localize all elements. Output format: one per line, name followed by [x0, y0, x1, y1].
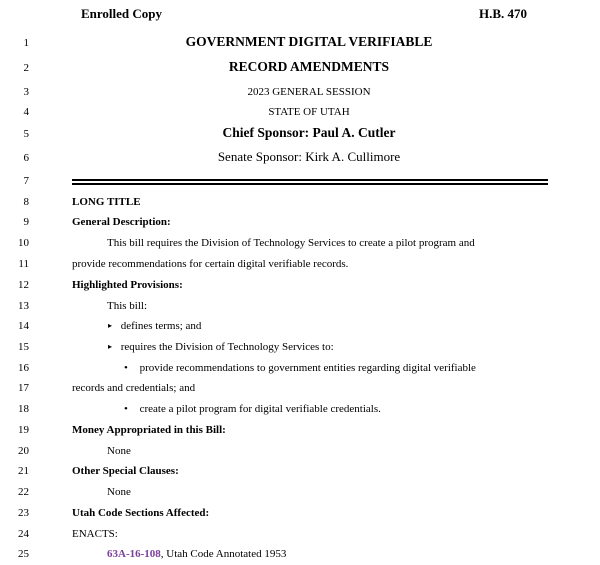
line-number: 15 — [18, 341, 29, 353]
sub-provision-text: provide recommendations to government entities regarding digital verifiable — [139, 362, 476, 374]
sub-provision-text: create a pilot program for digital verifiable credentials. — [139, 403, 381, 415]
special-clauses-heading: Other Special Clauses: — [72, 465, 179, 477]
line-number: 16 — [18, 362, 29, 374]
provision-text: defines terms; and — [120, 320, 202, 332]
line-number: 4 — [23, 106, 29, 118]
session-label: 2023 GENERAL SESSION — [247, 86, 371, 98]
divider-rule-top — [72, 179, 548, 181]
senate-sponsor: Senate Sponsor: Kirk A. Cullimore — [217, 149, 401, 164]
line-number: 13 — [18, 300, 29, 312]
line-number: 10 — [18, 237, 29, 249]
code-section-link[interactable]: 63A-16-108 — [107, 548, 161, 560]
general-description-heading: General Description: — [72, 216, 171, 228]
triangle-bullet-icon: ▸ — [108, 342, 113, 351]
sub-provision-item — [124, 402, 381, 416]
special-clauses-value: None — [107, 486, 131, 498]
line-number: 3 — [23, 86, 29, 98]
divider-rule-bottom — [72, 183, 548, 185]
sub-provision-item — [124, 361, 476, 375]
state-label: STATE OF UTAH — [268, 106, 350, 118]
code-section-description: , Utah Code Annotated 1953 — [160, 548, 287, 560]
line-number: 8 — [23, 196, 29, 208]
provision-text: requires the Division of Technology Services to: — [120, 341, 334, 353]
bill-number: H.B. 470 — [478, 6, 527, 21]
line-number: 20 — [18, 445, 29, 457]
code-section-entry — [107, 547, 286, 561]
dot-bullet-icon: • — [124, 403, 128, 415]
provision-item — [108, 319, 201, 334]
bill-title-line2: RECORD AMENDMENTS — [228, 59, 390, 74]
this-bill-label: This bill: — [107, 300, 148, 312]
line-number: 21 — [18, 465, 29, 477]
enacts-label: ENACTS: — [72, 528, 118, 540]
line-number: 19 — [18, 424, 29, 436]
money-appropriated-value: None — [107, 445, 131, 457]
code-sections-heading: Utah Code Sections Affected: — [72, 507, 210, 519]
bill-title-line1: GOVERNMENT DIGITAL VERIFIABLE — [185, 34, 433, 49]
triangle-bullet-icon: ▸ — [108, 321, 113, 330]
line-number: 6 — [23, 152, 29, 164]
line-number: 7 — [23, 175, 29, 187]
line-number: 1 — [23, 37, 29, 49]
line-number: 23 — [18, 507, 29, 519]
line-number: 25 — [18, 548, 29, 560]
money-appropriated-heading: Money Appropriated in this Bill: — [72, 424, 226, 436]
long-title-heading: LONG TITLE — [72, 196, 141, 208]
line-number: 22 — [18, 486, 29, 498]
line-number: 18 — [18, 403, 29, 415]
description-line-2: provide recommendations for certain digital verifiable records. — [72, 258, 349, 270]
line-number: 9 — [23, 216, 29, 228]
line-number: 14 — [18, 320, 29, 332]
sub-provision-continuation: records and credentials; and — [72, 382, 196, 394]
provision-item — [108, 340, 334, 355]
line-number: 17 — [18, 382, 29, 394]
description-line-1: This bill requires the Division of Technology Services to create a pilot program and — [107, 237, 475, 249]
line-number: 12 — [18, 279, 29, 291]
dot-bullet-icon: • — [124, 362, 128, 374]
line-number: 2 — [23, 62, 29, 74]
line-number: 11 — [18, 258, 29, 270]
line-number: 5 — [23, 128, 29, 140]
highlighted-provisions-heading: Highlighted Provisions: — [72, 279, 183, 291]
document-status: Enrolled Copy — [81, 6, 163, 21]
chief-sponsor: Chief Sponsor: Paul A. Cutler — [222, 125, 396, 140]
line-number: 24 — [18, 528, 29, 540]
